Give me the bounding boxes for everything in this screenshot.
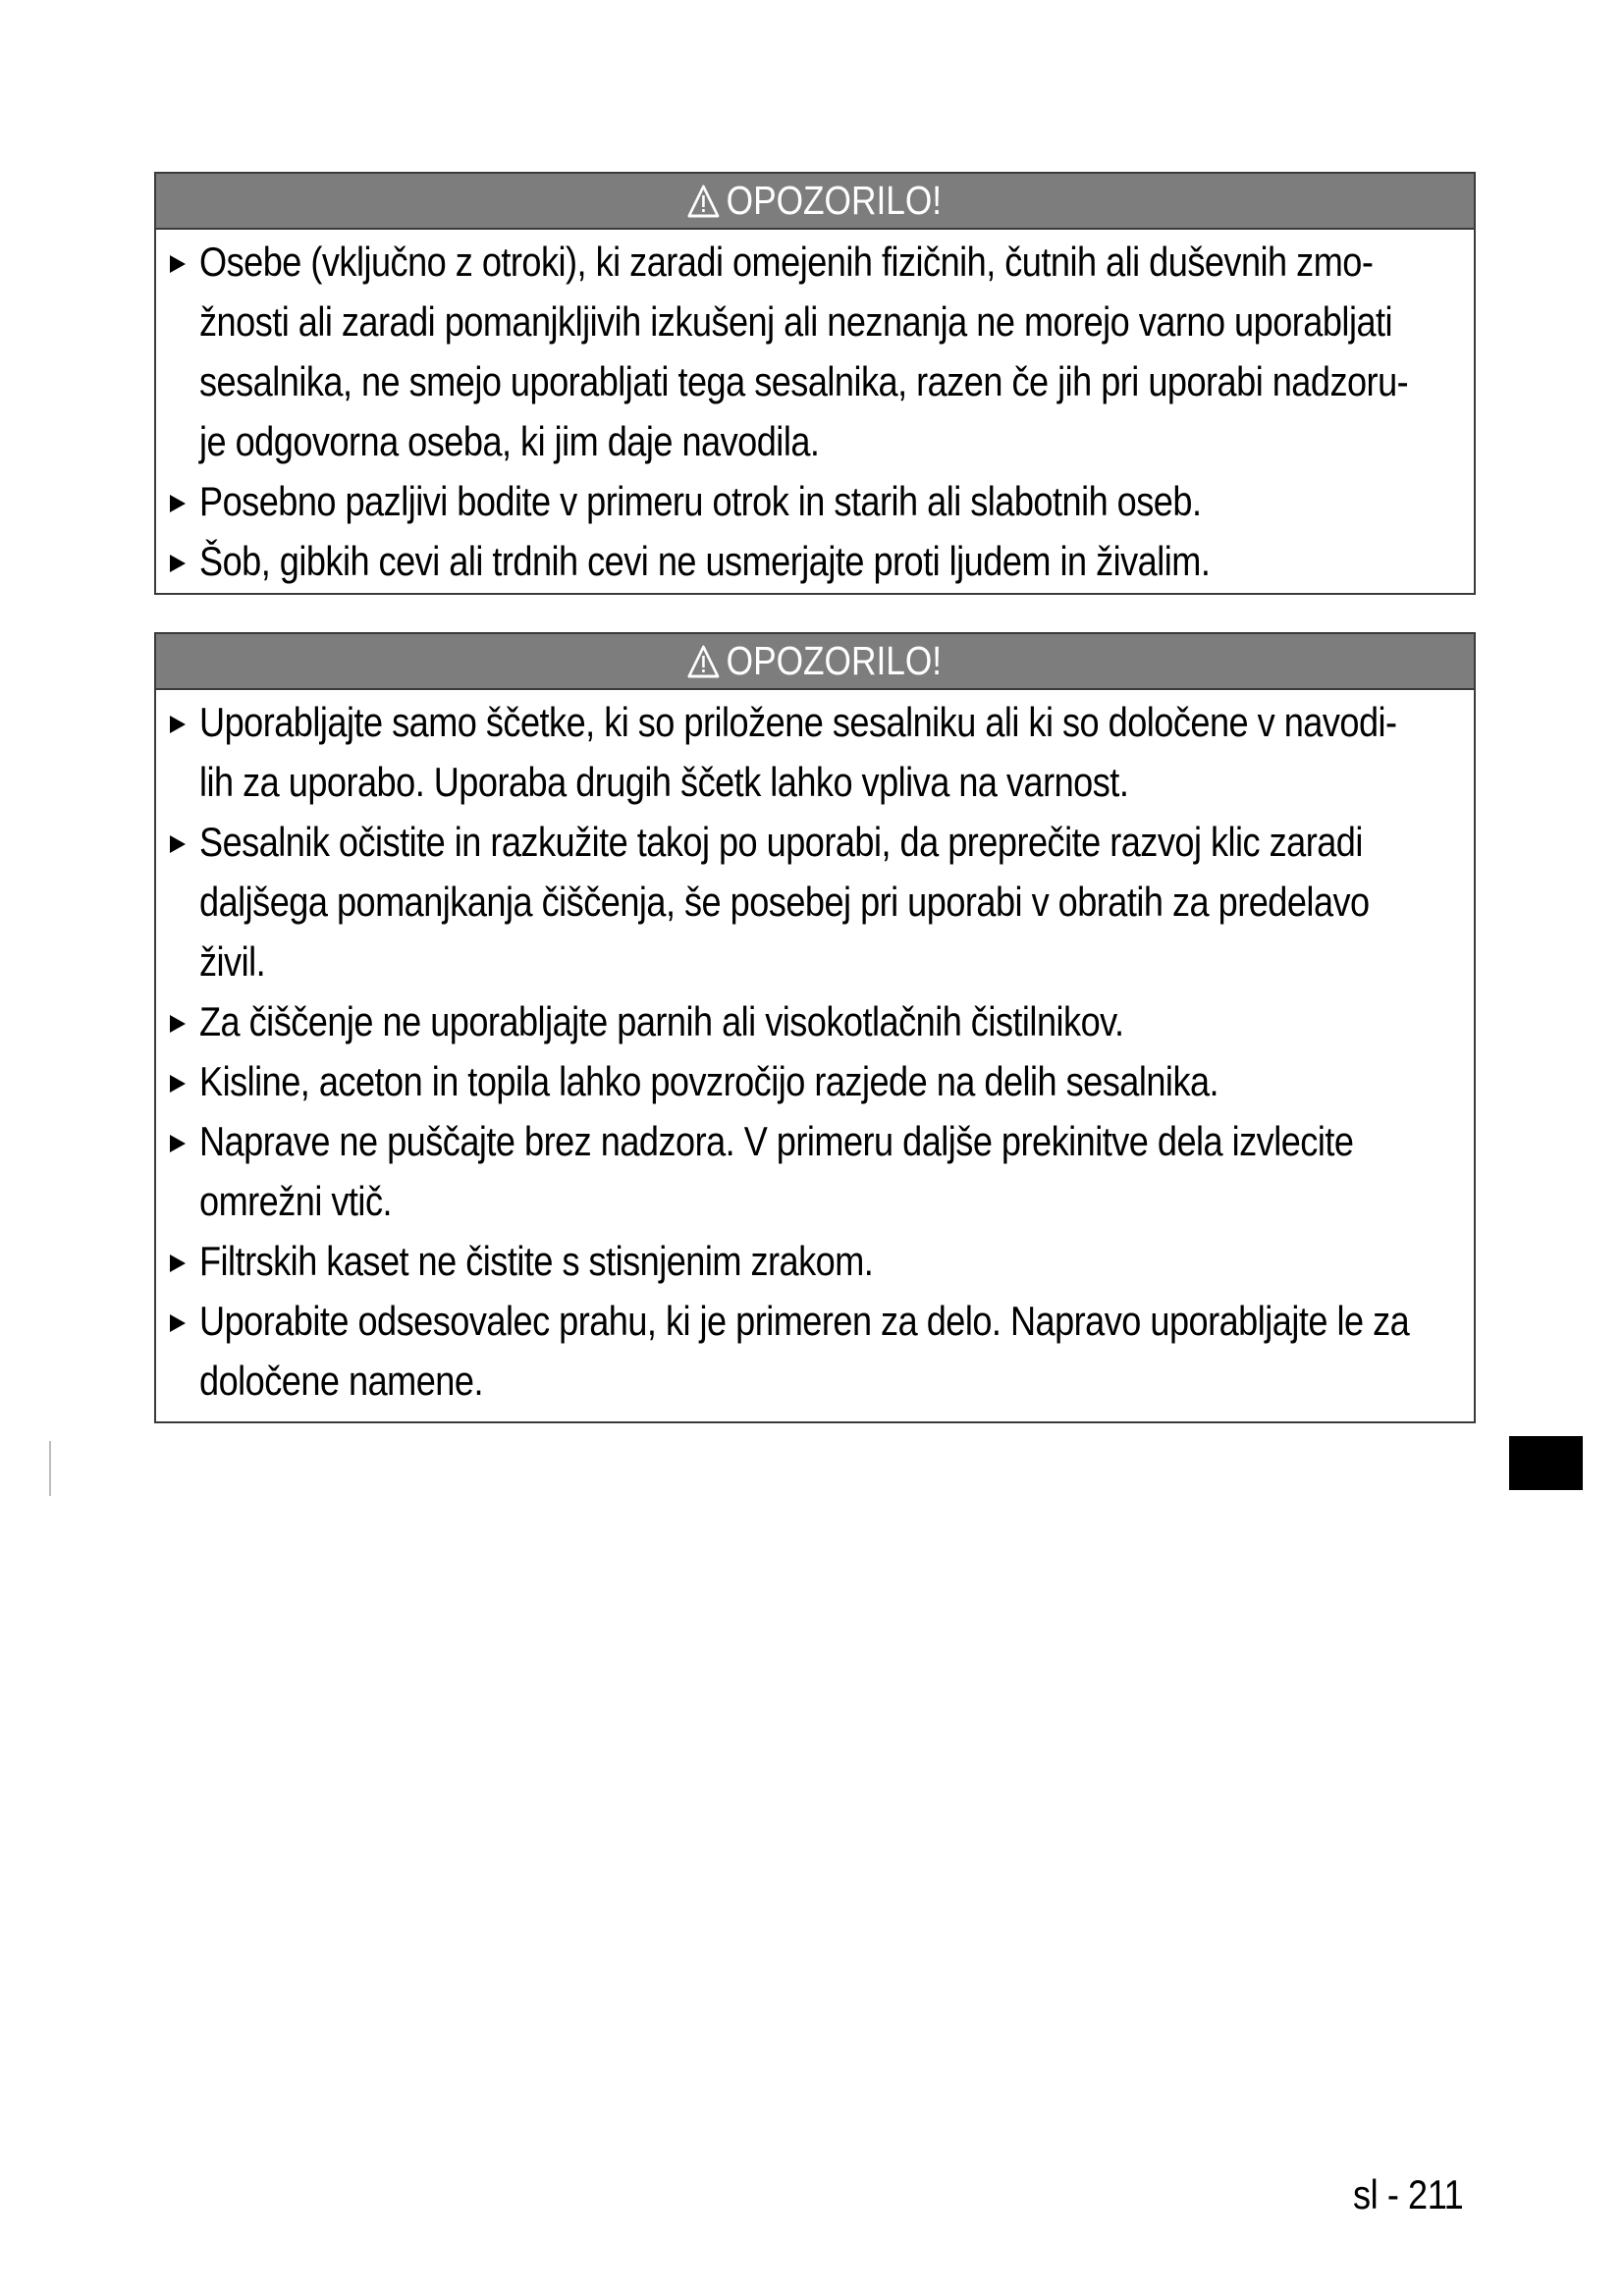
page-number: sl - 211 — [1353, 2171, 1464, 2217]
warning-header-2 — [156, 634, 1474, 690]
text-line: daljšega pomanjkanja čiščenja, še posebej pri uporabi v obratih za predelavo — [199, 879, 1370, 925]
list-item — [170, 1231, 1468, 1291]
text-line: je odgovorna oseba, ki jim daje navodila. — [199, 418, 820, 464]
triangle-right-bullet-icon — [170, 835, 186, 853]
list-item — [170, 531, 1468, 591]
triangle-right-bullet-icon — [170, 716, 186, 733]
margin-mark — [49, 1441, 51, 1496]
triangle-right-bullet-icon — [170, 1314, 186, 1332]
triangle-right-bullet-icon — [170, 1255, 186, 1272]
warning-triangle-icon — [688, 645, 721, 678]
warning-list-1 — [156, 230, 1474, 591]
text-line: Osebe (vključno z otroki), ki zaradi omejenih fizičnih, čutnih ali duševnih zmo- — [199, 239, 1374, 285]
list-item — [170, 1111, 1468, 1231]
list-item — [170, 471, 1468, 531]
text-line: Posebno pazljivi bodite v primeru otrok in starih ali slabotnih oseb. — [199, 478, 1202, 524]
text-line: Kisline, aceton in topila lahko povzročijo razjede na delih sesalnika. — [199, 1058, 1219, 1104]
warning-box-2 — [154, 632, 1476, 1423]
warning-box-1 — [154, 172, 1476, 595]
triangle-right-bullet-icon — [170, 255, 186, 273]
text-line: Filtrskih kaset ne čistite s stisnjenim zrakom. — [199, 1238, 874, 1284]
warning-header-1 — [156, 174, 1474, 230]
text-line: žnosti ali zaradi pomanjkljivih izkušenj ali neznanja ne morejo varno uporabljati — [199, 298, 1393, 345]
text-line: Naprave ne puščajte brez nadzora. V primeru daljše prekinitve dela izvlecite — [199, 1118, 1354, 1164]
warning-header-text-2: OPOZORILO! — [727, 638, 943, 683]
text-line: Sesalnik očistite in razkužite takoj po uporabi, da preprečite razvoj klic zaradi — [199, 819, 1363, 865]
warning-triangle-icon — [688, 185, 721, 218]
list-item — [170, 812, 1468, 991]
text-line: Za čiščenje ne uporabljajte parnih ali visokotlačnih čistilnikov. — [199, 998, 1124, 1044]
text-line: Uporabljajte samo ščetke, ki so priložene sesalniku ali ki so določene v navodi- — [199, 699, 1397, 745]
list-item — [170, 232, 1468, 471]
triangle-right-bullet-icon — [170, 495, 186, 512]
text-line: Šob, gibkih cevi ali trdnih cevi ne usmerjajte proti ljudem in živalim. — [199, 538, 1211, 584]
text-line: določene namene. — [199, 1358, 483, 1404]
triangle-right-bullet-icon — [170, 1015, 186, 1033]
text-line: živil. — [199, 938, 266, 985]
triangle-right-bullet-icon — [170, 1135, 186, 1152]
text-line: lih za uporabo. Uporaba drugih ščetk lahko vpliva na varnost. — [199, 759, 1129, 805]
list-item — [170, 991, 1468, 1051]
triangle-right-bullet-icon — [170, 555, 186, 572]
text-line: Uporabite odsesovalec prahu, ki je primeren za delo. Napravo uporabljajte le za — [199, 1298, 1410, 1344]
warning-header-text-1: OPOZORILO! — [727, 178, 943, 223]
list-item — [170, 1051, 1468, 1111]
text-line: sesalnika, ne smejo uporabljati tega sesalnika, razen če jih pri uporabi nadzoru- — [199, 358, 1409, 404]
language-thumb-tab — [1509, 1436, 1583, 1490]
list-item — [170, 692, 1468, 812]
warning-list-2 — [156, 690, 1474, 1411]
text-line: omrežni vtič. — [199, 1178, 393, 1224]
list-item — [170, 1291, 1468, 1411]
triangle-right-bullet-icon — [170, 1075, 186, 1093]
